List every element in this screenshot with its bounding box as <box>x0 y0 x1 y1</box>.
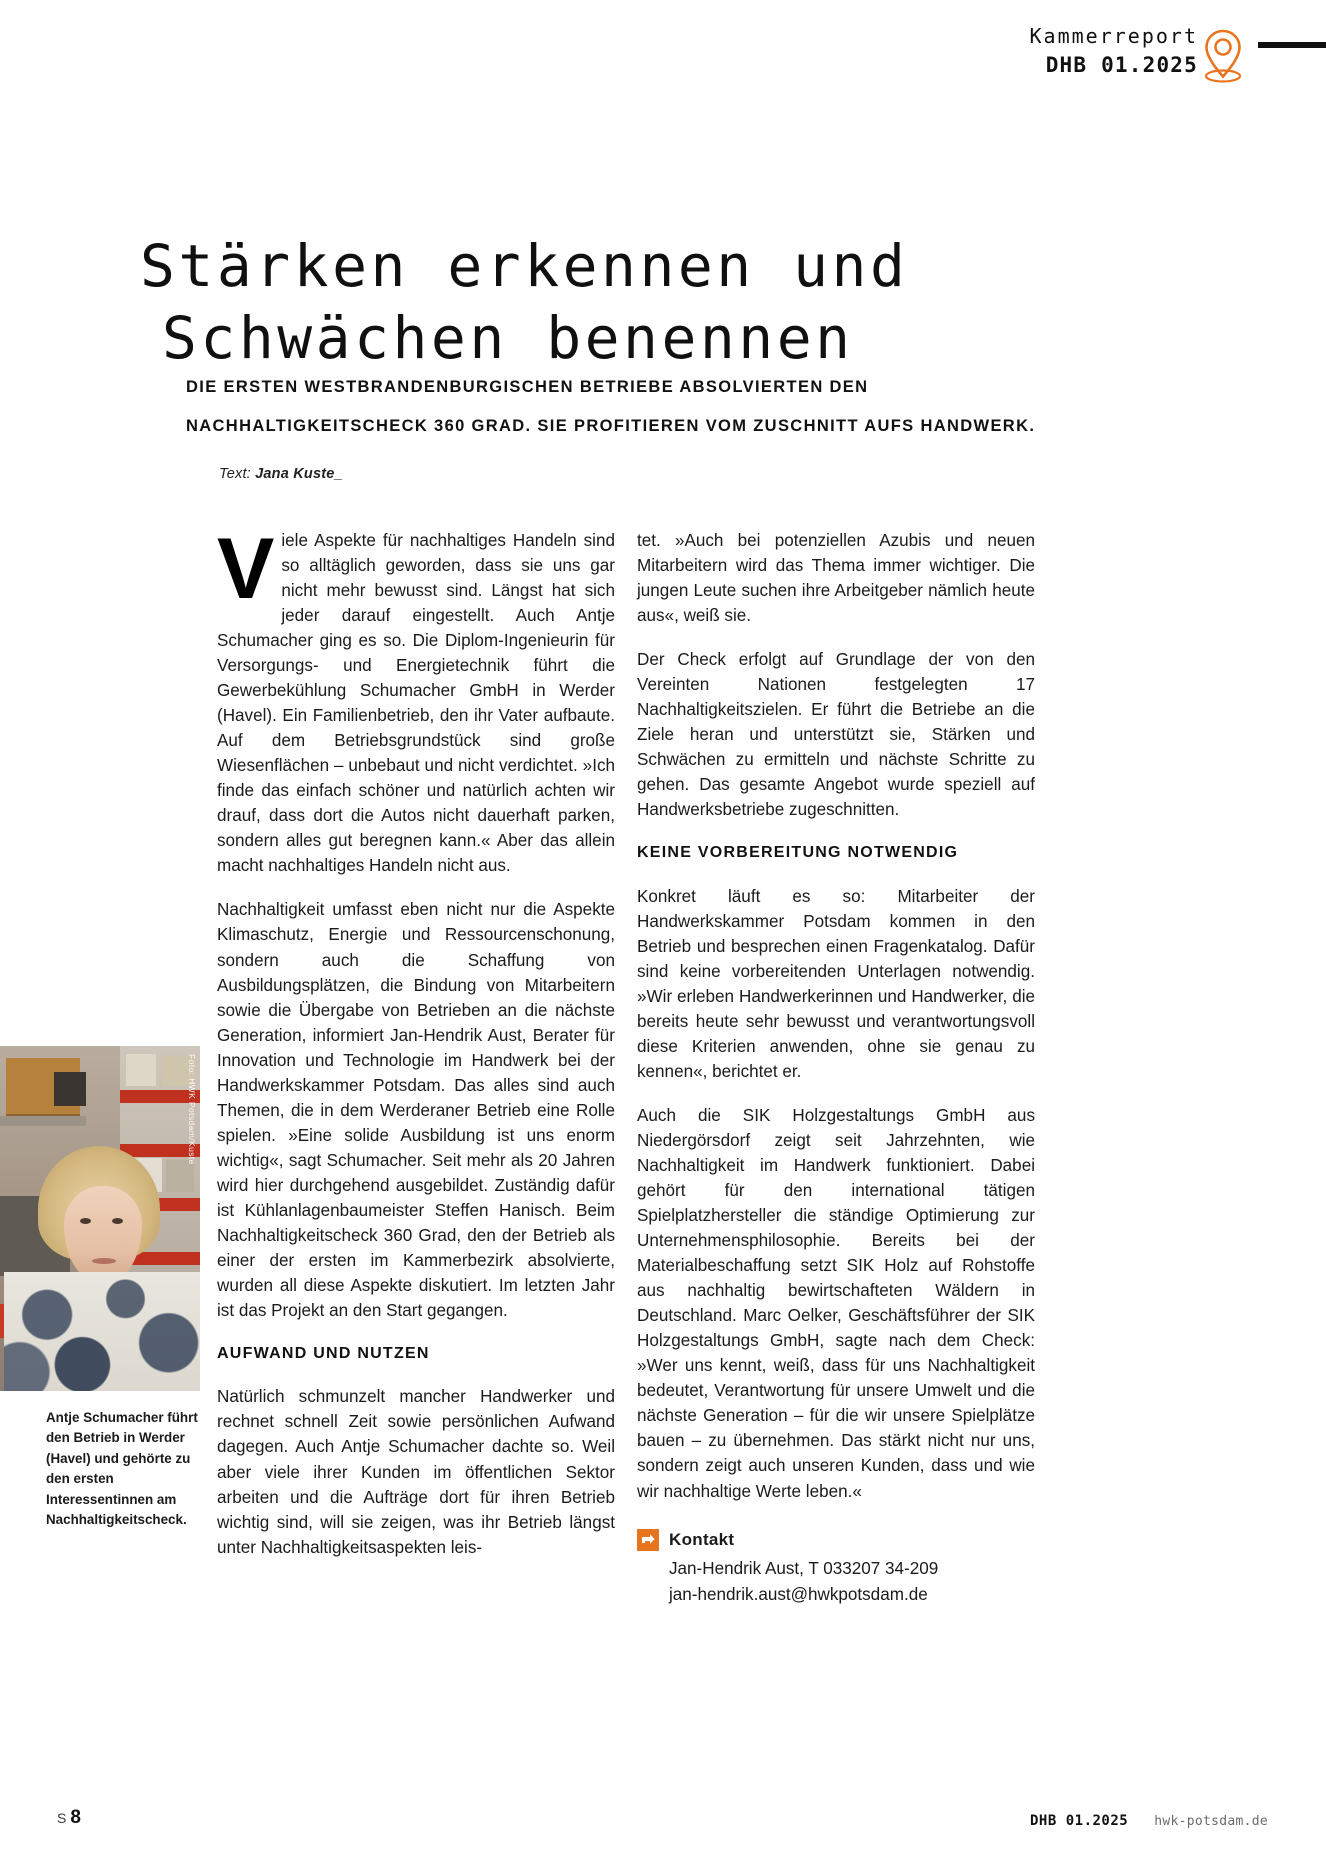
page-title <box>140 231 1200 375</box>
photo-subject-eye <box>112 1218 123 1224</box>
kontakt-header <box>637 1528 1035 1553</box>
issue-label: DHB 01.2025 <box>1045 53 1198 77</box>
kontakt-details <box>669 1556 1035 1606</box>
photo-subject-face <box>64 1186 142 1282</box>
article-kicker <box>186 368 1066 446</box>
kicker-line-1: DIE ERSTEN WESTBRANDENBURGISCHEN BETRIEBE ABSOLVIERTEN DEN <box>186 378 869 396</box>
kontakt-box <box>637 1528 1035 1607</box>
byline-label: Text: <box>219 466 251 482</box>
footer-issue: DHB 01.2025 <box>1030 1813 1129 1829</box>
masthead <box>766 24 1326 94</box>
paragraph: tet. »Auch bei potenziellen Azubis und neuen Mitarbeitern wird das Thema immer wichtiger. Die jungen Leute suchen ihre Arbeitgeber nämlich heute aus«, weiß sie. <box>637 531 1035 626</box>
kontakt-email-line[interactable]: jan-hendrik.aust@hwkpotsdam.de <box>669 1584 928 1604</box>
section-heading: KEINE VORBEREITUNG NOTWENDIG <box>637 844 959 862</box>
footer-page-prefix: S <box>57 1810 68 1826</box>
footer-page-number <box>57 1807 82 1829</box>
article-column-right <box>637 528 1035 1607</box>
byline-author: Jana Kuste_ <box>255 466 343 482</box>
footer-page-value: 8 <box>70 1807 82 1828</box>
article-column-left <box>217 521 615 1560</box>
kontakt-phone-line: Jan-Hendrik Aust, T 033207 34-209 <box>669 1559 939 1579</box>
map-pin-icon <box>1202 26 1244 84</box>
photo-subject-eye <box>80 1218 91 1224</box>
photo-shelf-box <box>166 1160 194 1192</box>
footer-meta <box>1030 1813 1268 1829</box>
kicker-line-2: NACHHALTIGKEITSCHECK 360 GRAD. SIE PROFITIEREN VOM ZUSCHNITT AUFS HANDWERK. <box>186 416 1036 435</box>
header-rule <box>1258 42 1326 48</box>
section-heading: AUFWAND UND NUTZEN <box>217 1344 430 1362</box>
paragraph: Auch die SIK Holzgestaltungs GmbH aus Niedergörsdorf zeigt seit Jahrzehnten, wie Nachhaltigkeit im Handwerk funktioniert. Dabei gehört für den international tätigen Spielplatzhersteller die ständige Optimierung zur Unternehmensphilosophie. Bereits bei der Materialbeschaffung setzt SIK Holz auf Rohstoffe aus nachhaltig bewirtschafteten Wäldern in Deutschland. Marc Oelker, Geschäftsführer der SIK Holzgestaltungs GmbH, sagte nach dem Check: »Wer uns kennt, weiß, dass für uns Nachhaltigkeit bedeutet, Verantwortung für unsere Umwelt und die nächste Generation – für die wir unsere Spielplätze bauen – zu übernehmen. Das stärkt nicht nur uns, sondern zeigt auch unseren Kunden, dass und wie wir nachhaltige Werte leben.« <box>637 1106 1035 1501</box>
article-photo-block <box>0 1046 200 1530</box>
headline-line-1: Stärken erkennen und <box>140 231 909 300</box>
paragraph: Natürlich schmunzelt mancher Handwerker und rechnet schnell Zeit sowie persönlichen Aufwand dagegen. Auch Antje Schumacher dachte so. Weil aber viele ihrer Kunden im öffentlichen Sektor arbeiten und die Aufträge dort für ihren Betrieb wichtig sind, will sie zeigen, was ihr Betrieb längst unter Nachhaltigkeitsaspekten leis- <box>217 1387 615 1557</box>
report-label: Kammerreport <box>1029 24 1198 48</box>
headline-line-2: Schwächen benennen <box>162 303 854 372</box>
photo-subject-blouse <box>4 1272 200 1391</box>
photo-caption: Antje Schumacher führt den Betrieb in Werder (Havel) und gehörte zu den ersten Interessentinnen am Nachhaltigkeitscheck. <box>46 1410 198 1527</box>
photo-subject-mouth <box>92 1258 116 1264</box>
paragraph: Viele Aspekte für nachhaltiges Handeln sind so alltäglich geworden, dass sie uns gar nicht mehr bewusst sind. Längst hat sich jeder darauf eingestellt. Auch Antje Schumacher ging es so. Die Diplom-Ingenieurin für Versorgungs- und Energietechnik führt die Gewerbekühlung Schumacher GmbH in Werder (Havel). Ein Familienbetrieb, den ihr Vater aufbaute. Auf dem Betriebsgrundstück sind große Wiesenflächen – unbebaut und nicht verdichtet. »Ich finde das einfach schöner und natürlich achten wir drauf, dass dort die Autos nicht dauerhaft parken, sondern alles gut beregnen kann.« Aber das allein macht nachhaltiges Handeln nicht aus. <box>217 521 615 876</box>
byline <box>219 466 343 482</box>
photo-antje-schumacher <box>0 1046 200 1391</box>
paragraph: Konkret läuft es so: Mitarbeiter der Handwerkskammer Potsdam kommen in den Betrieb und besprechen einen Fragenkatalog. Dafür sind keine vorbereitenden Unterlagen notwendig. »Wir erleben Handwerkerinnen und Handwerker, die bereits heute sehr bewusst und verantwortungsvoll diese Kriterien anwenden, ohne sie genau zu kennen«, berichtet er. <box>637 886 1035 1081</box>
footer-url[interactable]: hwk-potsdam.de <box>1154 1814 1268 1829</box>
photo-shelf-box <box>126 1054 156 1086</box>
arrow-box-icon <box>637 1529 659 1551</box>
paragraph: Nachhaltigkeit umfasst eben nicht nur die Aspekte Klimaschutz, Energie und Ressourcenschonung, sondern auch die Schaffung von Ausbildungsplätzen, die Bindung von Mitarbeitern sowie die Übergabe von Betrieben an die nächste Generation, informiert Jan-Hendrik Aust, Berater für Innovation und Technologie im Handwerk bei der Handwerkskammer Potsdam. Das alles sind auch Themen, die in dem Werderaner Betrieb eine Rolle spielen. »Eine solide Ausbildung ist uns enorm wichtig«, sagt Schumacher. Seit mehr als 20 Jahren wird hier durchgehend ausgebildet. Zuständig dafür ist Kühlanlagenbaumeister Steffen Hanisch. Beim Nachhaltigkeitscheck 360 Grad, den der Betrieb als einer der ersten im Kammerbezirk absolvierte, wurden all diese Aspekte diskutiert. Im letzten Jahr ist das Projekt an den Start gegangen. <box>217 900 615 1320</box>
masthead-text <box>1030 24 1199 79</box>
kontakt-title: Kontakt <box>669 1529 735 1549</box>
photo-dark-object <box>54 1072 86 1106</box>
photo-ledge <box>0 1116 86 1126</box>
photo-credit: Foto: HWK Potsdam/Kuste <box>187 1054 197 1165</box>
paragraph: Der Check erfolgt auf Grundlage der von den Vereinten Nationen festgelegten 17 Nachhaltigkeitszielen. Er führt die Betriebe an die Ziele heran und unterstützt sie, Stärken und Schwächen zu ermitteln und nächste Schritte zu gehen. Das gesamte Angebot wurde speziell auf Handwerksbetriebe zugeschnitten. <box>637 650 1035 820</box>
